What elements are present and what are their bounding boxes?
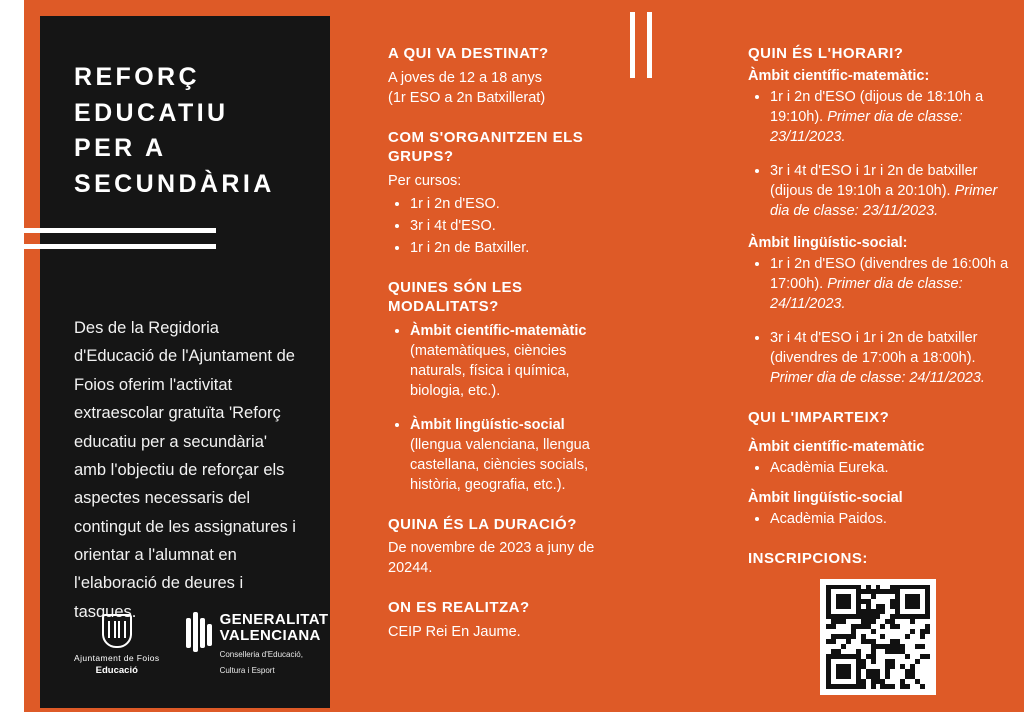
decorative-bar-1 bbox=[630, 12, 635, 78]
logo-generalitat-valenciana bbox=[186, 612, 329, 676]
crest-icon bbox=[102, 614, 132, 648]
section-modalitats bbox=[388, 278, 620, 495]
imparteix-list bbox=[748, 458, 1014, 478]
modalitat-detail: (llengua valenciana, llengua castellana, ciències socials, història, geografia, etc.). bbox=[410, 436, 590, 493]
list-item bbox=[770, 161, 1014, 221]
section-destinataris bbox=[388, 44, 620, 108]
destinataris-line1: A joves de 12 a 18 anys bbox=[388, 69, 542, 86]
section-imparteix bbox=[748, 408, 1014, 530]
list-item: • Acadèmia Eureka. bbox=[770, 458, 1014, 478]
list-item bbox=[770, 254, 1014, 314]
imparteix-heading: QUI L'IMPARTEIX? bbox=[748, 408, 890, 426]
modalitat-title: Àmbit lingüístic-social bbox=[410, 416, 565, 433]
logo-ajuntament-foios bbox=[74, 614, 160, 676]
left-white-strip bbox=[12, 0, 24, 724]
horari-group-linguistic bbox=[748, 235, 1014, 388]
list-item bbox=[770, 87, 1014, 147]
duracio-heading: QUINA ÉS LA DURACIÓ? bbox=[388, 515, 577, 533]
modalitats-list bbox=[388, 321, 620, 495]
intro-paragraph: Des de la Regidoria d'Educació de l'Ajuntament de Foios oferim l'activitat extraescolar gratuïta 'Reforç educatiu per a secundària' amb l'objectiu de reforçar els aspectes necessaris del contingut de les assignatures i orientar a l'alumnat en l'elaboració de deures i tasques. bbox=[74, 319, 296, 621]
grups-list bbox=[388, 194, 620, 258]
horari-subheading: Àmbit científic-matemàtic: bbox=[748, 67, 930, 84]
grups-intro: Per cursos: bbox=[388, 172, 462, 189]
section-horari bbox=[748, 44, 1014, 388]
modalitat-detail: (matemàtiques, ciències naturals, física i química, biologia, etc.). bbox=[410, 342, 570, 399]
section-inscripcions bbox=[748, 549, 1014, 695]
horari-heading: QUIN ÉS L'HORARI? bbox=[748, 45, 904, 62]
title-panel bbox=[40, 16, 330, 708]
imparteix-subheading: Àmbit lingüístic-social bbox=[748, 490, 903, 506]
imparteix-subheading: Àmbit científic-matemàtic bbox=[748, 439, 925, 455]
title-rule-1 bbox=[12, 228, 216, 233]
horari-text: 3r i 4t d'ESO i 1r i 2n de batxiller (dijous de 19:10h a 20:10h). bbox=[770, 162, 978, 199]
modalitat-title: Àmbit científic-matemàtic bbox=[410, 322, 587, 339]
lloc-text: CEIP Rei En Jaume. bbox=[388, 623, 521, 640]
logo-gva-line2: VALENCIANA bbox=[219, 627, 321, 645]
qr-code-icon[interactable] bbox=[820, 579, 936, 695]
horari-list bbox=[748, 87, 1014, 221]
horari-text: 1r i 2n d'ESO (dijous de 18:10h a 19:10h). bbox=[770, 88, 984, 125]
list-item: • 1r i 2n de Batxiller. bbox=[410, 238, 620, 258]
horari-text: 1r i 2n d'ESO (divendres de 16:00h a 17:00h). bbox=[770, 255, 1009, 292]
destinataris-line2: (1r ESO a 2n Batxillerat) bbox=[388, 89, 546, 106]
logo-gva-line1: GENERALITAT bbox=[219, 610, 329, 628]
lloc-heading: ON ES REALITZA? bbox=[388, 599, 530, 616]
logo-foios-line2: Educació bbox=[95, 665, 138, 676]
logo-row bbox=[74, 612, 328, 676]
page-title: REFORÇ EDUCATIU PER A SECUNDÀRIA bbox=[74, 63, 275, 198]
right-column bbox=[748, 44, 1014, 715]
horari-note: Primer dia de classe: 24/11/2023. bbox=[770, 369, 985, 386]
logo-foios-line1: Ajuntament de Foios bbox=[74, 653, 160, 663]
horari-note: Primer dia de classe: 23/11/2023. bbox=[770, 108, 963, 145]
inscripcions-heading: INSCRIPCIONS: bbox=[748, 550, 868, 567]
section-lloc bbox=[388, 598, 620, 642]
list-item bbox=[410, 321, 620, 401]
destinataris-heading: A QUI VA DESTINAT? bbox=[388, 45, 549, 62]
horari-list bbox=[748, 254, 1014, 388]
middle-column bbox=[388, 44, 620, 662]
duracio-text: De novembre de 2023 a juny de 20244. bbox=[388, 540, 595, 576]
grups-heading: COM S'ORGANITZEN ELS GRUPS? bbox=[388, 128, 584, 165]
logo-gva-line4: Cultura i Esport bbox=[219, 665, 275, 675]
list-item bbox=[770, 328, 1014, 388]
qr-matrix bbox=[826, 585, 930, 689]
modalitats-heading: QUINES SÓN LES MODALITATS? bbox=[388, 278, 523, 315]
list-item bbox=[410, 415, 620, 495]
generalitat-mark-icon bbox=[186, 612, 212, 652]
horari-text: 3r i 4t d'ESO i 1r i 2n de batxiller (divendres de 17:00h a 18:00h). bbox=[770, 329, 978, 366]
decorative-bars bbox=[630, 12, 652, 78]
horari-note: Primer dia de classe: 23/11/2023. bbox=[770, 182, 998, 219]
title-rules bbox=[12, 228, 216, 260]
title-rule-2 bbox=[12, 244, 216, 249]
horari-group-cientific bbox=[748, 68, 1014, 221]
list-item: • Acadèmia Paidos. bbox=[770, 509, 1014, 529]
list-item: • 3r i 4t d'ESO. bbox=[410, 216, 620, 236]
logo-gva-line3: Conselleria d'Educació, bbox=[219, 650, 303, 660]
decorative-bar-2 bbox=[647, 12, 652, 78]
horari-subheading: Àmbit lingüístic-social: bbox=[748, 234, 908, 251]
horari-note: Primer dia de classe: 24/11/2023. bbox=[770, 275, 963, 312]
list-item: • 1r i 2n d'ESO. bbox=[410, 194, 620, 214]
section-duracio bbox=[388, 515, 620, 579]
logo-gva-text bbox=[220, 612, 329, 676]
section-grups bbox=[388, 128, 620, 258]
imparteix-list bbox=[748, 509, 1014, 529]
